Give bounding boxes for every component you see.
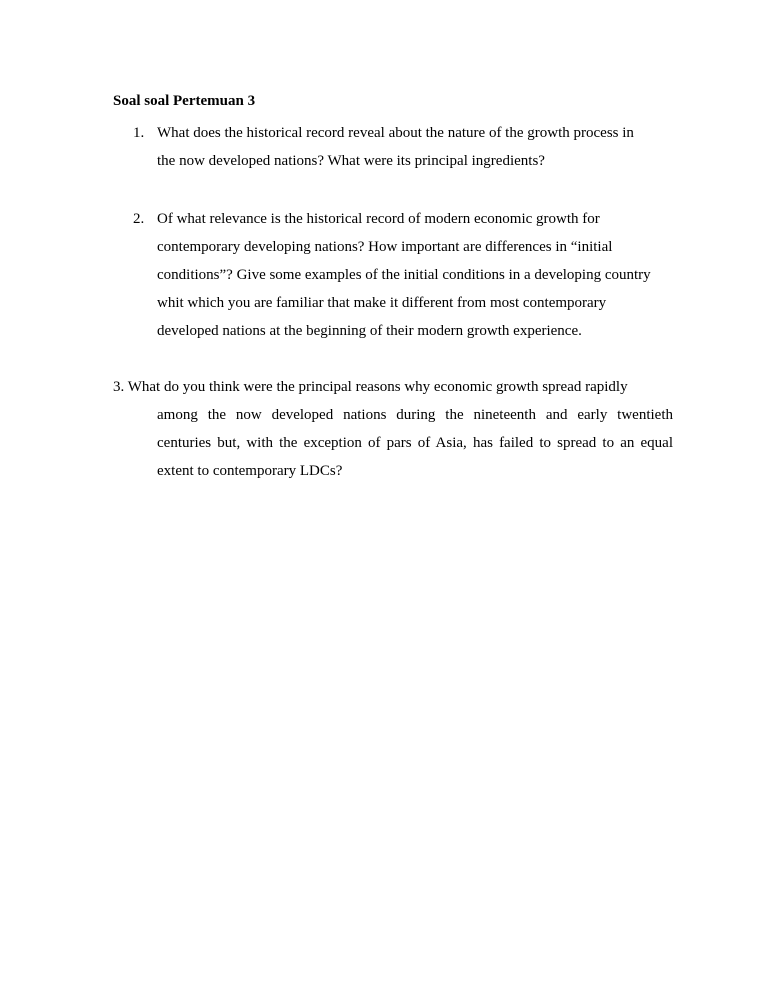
question-2-line-1: Of what relevance is the historical record of modern economic growth for — [157, 211, 600, 227]
question-2-line-3: conditions”? Give some examples of the initial conditions in a developing country — [157, 267, 651, 283]
question-3 — [113, 373, 673, 485]
question-2-line-4: whit which you are familiar that make it different from most contemporary — [157, 295, 607, 311]
question-3-line-1: 3. What do you think were the principal reasons why economic growth spread rapidly — [113, 379, 628, 395]
document-title: Soal soal Pertemuan 3 — [113, 93, 256, 109]
question-2-text — [157, 205, 673, 345]
question-3-text — [157, 401, 673, 485]
question-1 — [133, 119, 673, 175]
question-1-number: 1. — [133, 125, 145, 141]
question-1-text — [157, 119, 673, 175]
question-1-line-1: What does the historical record reveal about the nature of the growth process in — [157, 125, 634, 141]
question-2 — [133, 205, 673, 345]
question-3-line-3: centuries but, with the exception of pars of Asia, has failed to spread to an equal — [157, 435, 673, 451]
question-1-line-2: the now developed nations? What were its principal ingredients? — [157, 153, 545, 169]
question-2-line-5: developed nations at the beginning of their modern growth experience. — [157, 323, 582, 339]
question-3-line-2: among the now developed nations during the nineteenth and early twentieth — [157, 407, 673, 423]
question-3-line-4: extent to contemporary LDCs? — [157, 463, 343, 479]
question-2-line-2: contemporary developing nations? How important are differences in “initial — [157, 239, 613, 255]
question-2-number: 2. — [133, 211, 145, 227]
